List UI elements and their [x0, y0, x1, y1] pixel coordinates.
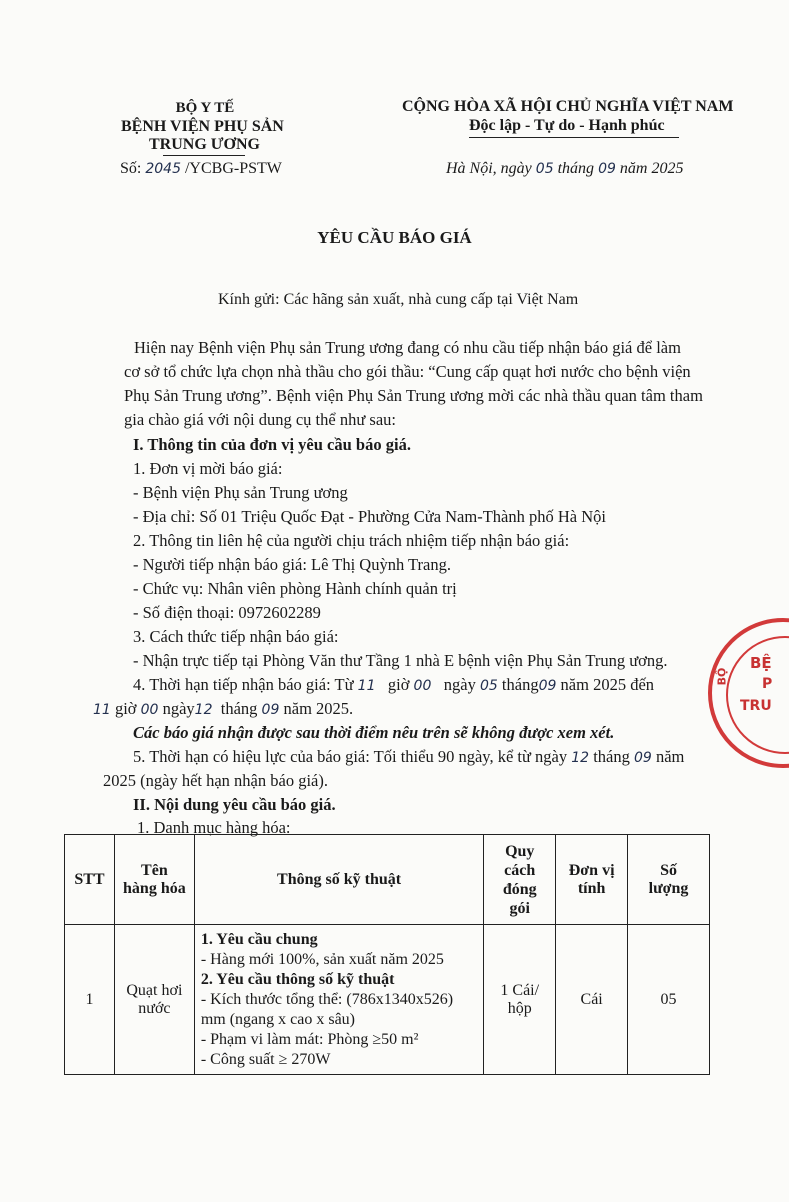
doc-number-suffix: /YCBG-PSTW [184, 160, 282, 177]
receiver-phone: - Số điện thoại: 0972602289 [133, 603, 321, 622]
intro-line-1: Hiện nay Bệnh viện Phụ sản Trung ương đang có nhu cầu tiếp nhận báo giá để làm [134, 338, 681, 357]
handwritten-minute-from: 00 [413, 678, 432, 694]
table-row [65, 925, 710, 1075]
handwritten-month-to: 09 [261, 702, 280, 718]
doc-number-handwritten: 2045 [145, 161, 181, 177]
cell-item-name: Quạt hơi nước [114, 925, 194, 1075]
section-1-item-1: 1. Đơn vị mời báo giá: [133, 459, 283, 478]
date-month-label: tháng [557, 160, 595, 177]
goods-table [64, 834, 710, 1075]
cell-packing: 1 Cái/ hộp [484, 925, 556, 1075]
handwritten-hour-to: 11 [93, 702, 111, 718]
handwritten-month-from: 09 [538, 678, 557, 694]
cell-stt: 1 [65, 925, 115, 1075]
intro-line-2: cơ sở tổ chức lựa chọn nhà thầu cho gói thầu: “Cung cấp quạt hơi nước cho bệnh viện [124, 362, 691, 381]
stamp-text-top: BỆ [750, 654, 772, 672]
hospital-name-line2: TRUNG ƯƠNG [149, 136, 260, 153]
section-2-item-1: 1. Danh mục hàng hóa: [137, 818, 291, 837]
handwritten-day-from: 05 [479, 678, 498, 694]
section-1-item-2: 2. Thông tin liên hệ của người chịu trách nhiệm tiếp nhận báo giá: [133, 531, 570, 550]
stamp-text-middle: P [762, 676, 773, 692]
date-prefix: Hà Nội, ngày [446, 160, 532, 177]
section-1-item-4-continued: 11 giờ 00 ngày12 tháng 09 năm 2025. [93, 699, 354, 718]
section-1-heading: I. Thông tin của đơn vị yêu cầu báo giá. [133, 435, 411, 454]
addressee: Kính gửi: Các hãng sản xuất, nhà cung cấp tại Việt Nam [218, 291, 579, 308]
official-stamp [708, 618, 789, 768]
date-day: 05 [535, 161, 554, 177]
date-year: năm 2025 [619, 160, 684, 177]
header-spec: Thông số kỹ thuật [194, 835, 483, 925]
section-1-item-4: 4. Thời hạn tiếp nhận báo giá: Từ 11 giờ 00 ngày 05 tháng09 năm 2025 đến [133, 675, 655, 694]
header-stt: STT [65, 835, 115, 925]
section-2-heading: II. Nội dung yêu cầu báo giá. [133, 795, 336, 814]
handwritten-minute-to: 00 [140, 702, 159, 718]
handwritten-hour-from: 11 [357, 678, 376, 694]
unit-address: - Địa chỉ: Số 01 Triệu Quốc Đạt - Phường Cửa Nam-Thành phố Hà Nội [133, 507, 606, 526]
document-date [446, 160, 683, 178]
section-1-item-5-continued: 2025 (ngày hết hạn nhận báo giá). [103, 771, 328, 790]
nation-motto: Độc lập - Tự do - Hạnh phúc [469, 117, 665, 134]
document-number [120, 160, 282, 178]
receiver-name: - Người tiếp nhận báo giá: Lê Thị Quỳnh Trang. [133, 555, 451, 574]
header-item-name: Tên hàng hóa [114, 835, 194, 925]
stamp-text-side: BỘ [715, 667, 729, 686]
handwritten-validity-day: 12 [571, 750, 590, 766]
header-left-underline [163, 155, 245, 156]
table-header-row [65, 835, 710, 925]
handwritten-day-to: 12 [194, 702, 213, 718]
motto-underline [469, 137, 679, 138]
handwritten-validity-month: 09 [634, 750, 652, 766]
cell-spec: 1. Yêu cầu chung - Hàng mới 100%, sản xuất năm 2025 2. Yêu cầu thông số kỹ thuật - Kích thước tổng thể: (786x1340x526) mm (ngang x cao x sâu) - Phạm vi làm mát: Phòng ≥50 m² - Công suất ≥ 270W [194, 925, 483, 1075]
document-title: YÊU CẦU BÁO GIÁ [317, 228, 472, 247]
section-1-item-5: 5. Thời hạn có hiệu lực của báo giá: Tối thiểu 90 ngày, kể từ ngày 12 tháng 09 năm [133, 747, 685, 766]
intro-line-3: Phụ Sản Trung ương”. Bệnh viện Phụ Sản Trung ương mời các nhà thầu quan tâm tham [124, 386, 703, 405]
cell-quantity: 05 [628, 925, 710, 1075]
header-packing: Quy cách đóng gói [484, 835, 556, 925]
receiver-position: - Chức vụ: Nhân viên phòng Hành chính quản trị [133, 579, 457, 598]
receiving-method: - Nhận trực tiếp tại Phòng Văn thư Tầng 1 nhà E bệnh viện Phụ Sản Trung ương. [133, 651, 668, 670]
header-quantity: Số lượng [628, 835, 710, 925]
header-unit: Đơn vị tính [556, 835, 628, 925]
intro-line-4: gia chào giá với nội dung cụ thể như sau: [124, 410, 396, 429]
stamp-text-lower: TRU [740, 698, 772, 714]
unit-name: - Bệnh viện Phụ sản Trung ương [133, 483, 348, 502]
hospital-name-line1: BỆNH VIỆN PHỤ SẢN [121, 118, 284, 135]
doc-number-prefix: Số: [120, 160, 142, 177]
section-1-item-3: 3. Cách thức tiếp nhận báo giá: [133, 627, 339, 646]
late-submission-note: Các báo giá nhận được sau thời điểm nêu trên sẽ không được xem xét. [133, 723, 615, 742]
ministry-name: BỘ Y TẾ [175, 100, 235, 116]
nation-name: CỘNG HÒA XÃ HỘI CHỦ NGHĨA VIỆT NAM [402, 98, 734, 115]
date-month: 09 [598, 161, 616, 177]
cell-unit: Cái [556, 925, 628, 1075]
